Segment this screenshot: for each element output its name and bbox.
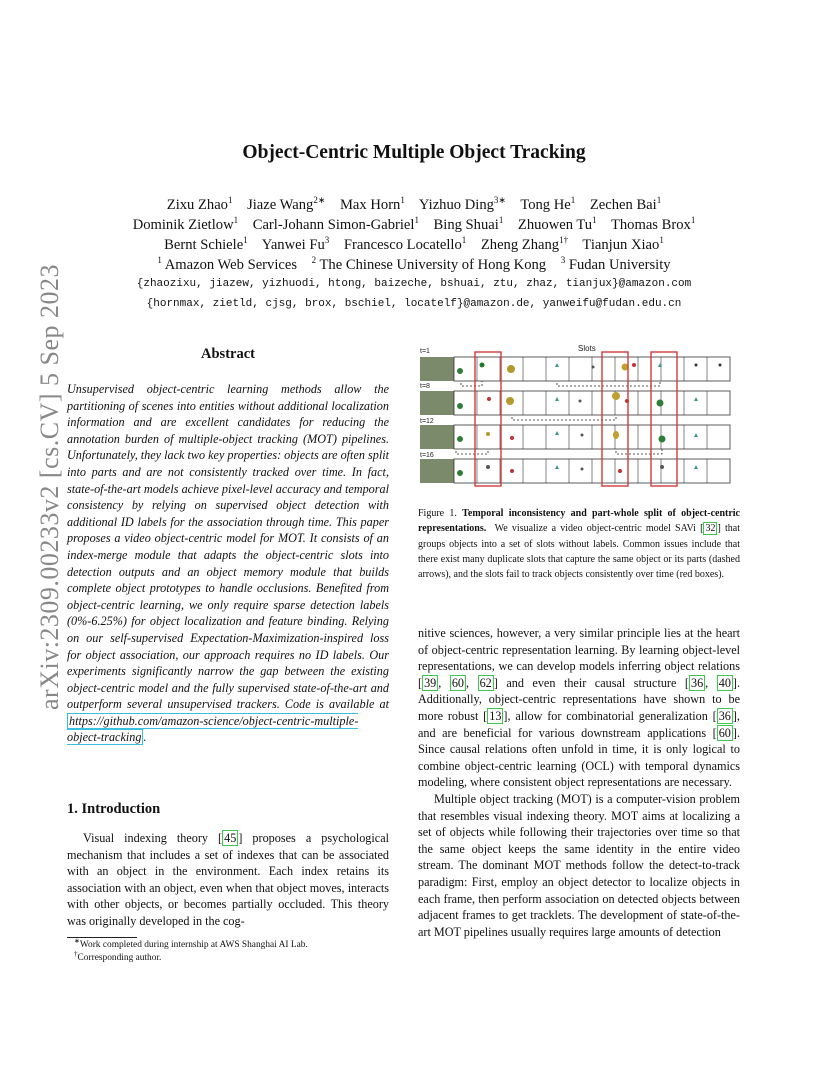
author: Zheng Zhang$^{1\dagger}$ [480,235,569,253]
paragraph: Visual indexing theory [ 45 ] proposes a psychological mechanism that includes a set of indexes that can be associated with an object in the environment. Each index retains its association with an object, even when that object moves, interacts with other objects, or becomes partially occluded. This theory was originally developed in the cog- [67,831,389,928]
row-label: t=8 [420,383,430,390]
author-line-1 [60,195,768,215]
author: Bing Shuai$^1$ [433,215,504,233]
citation-link[interactable]: 62 [479,675,492,690]
arxiv-sidebar-stamp: arXiv:2309.00233v2 [cs.CV] 5 Sep 2023 [35,263,64,710]
row-t12 [420,425,730,449]
author: Jiaze Wang$^{2∗}$ [247,195,326,213]
citation-link[interactable]: 32 [705,523,716,535]
author: Tong He$^1$ [520,195,576,213]
author-block [60,195,768,275]
paper-title: Object-Centric Multiple Object Tracking [242,142,586,163]
affiliation: $^1$ Amazon Web Services [157,255,298,273]
author: Zhuowen Tu$^1$ [517,215,597,233]
section-heading-introduction: 1. Introduction [67,801,161,817]
email-line: {zhaozixu, jiazew, yizhuodi, htong, baizeche, bshuai, ztu, zhaz, tianjux}@amazon.com [136,278,692,290]
row-label: t=12 [420,418,434,425]
abstract-heading: Abstract [201,346,255,362]
author: Thomas Brox$^1$ [610,215,696,233]
author: Max Horn$^1$ [339,195,405,213]
citation-link[interactable]: 39 [424,675,437,690]
code-link[interactable]: https://github.com/amazon-science/object-centric-multiple-object-tracking [67,713,359,745]
row-label: t=1 [420,348,430,355]
footnote: ∗Work completed during internship at AWS Shanghai AI Lab. [74,937,308,950]
figure-1-caption: Figure 1. Temporal inconsistency and part-whole split of object-centric representations. We visualize a video object-centric model SAVi [ 32 ] that groups objects into a set of slots without labels. Common issues include that there exist many duplicate slots that capture the same object or its parts (dashed arrows), and the slots fail to track objects consistently over time (red boxes). [418,508,740,581]
author: Zixu Zhao$^1$ [166,195,233,213]
figure-label: Figure 1. [418,508,457,519]
frame-thumbnail [420,357,454,381]
paragraph: Multiple object tracking (MOT) is a computer-vision problem that resembles visual indexing theory. MOT aims at localizing a set of objects while following their trajectories over time so that the same object keeps the same identity in the entire video stream. The dominant MOT methods follow the detect-to-track paradigm: First, employ an object detector to localize objects in each frame, then perform association on detected objects between adjacent frames to get tracklets. The development of state-of-the-art MOT pipelines usually requires large amounts of detection [418,791,740,939]
row-t1 [420,357,730,381]
footnotes [67,939,397,965]
author: Yizhuo Ding$^{3∗}$ [418,195,506,213]
abstract-text: Unsupervised object-centric learning methods allow the partitioning of scenes into entities without additional localization information and are excellent candidates for reducing the annotation burden of multiple-object tracking (MOT) pipelines. Unfortunately, they lack two key properties: objects are often split into parts and are not consistently tracked over time. In fact, state-of-the-art models achieve pixel-level accuracy and temporal consistency by relying on supervised object detection with additional ID labels for the association through time. This paper proposes a video object-centric model for MOT. It consists of an index-merge module that adapts the object-centric slots into detection outputs and an object memory module that builds complete object prototypes to handle occlusions. Benefited from object-centric learning, we only require sparse detection labels (0%-6.25%) for object localization and feature binding. Relying on our self-supervised Expectation-Maximization-inspired loss for object association, our approach requires no ID labels. Our experiments significantly narrow the gap between the existing object-centric model and the fully supervised state-of-the-art and outperform several unsupervised trackers. Code is available at [67,382,389,712]
email-block [60,274,768,314]
frame-thumbnail [420,391,454,415]
row-label: t=16 [420,452,434,459]
introduction-body [67,830,389,930]
frame-thumbnail [420,425,454,449]
caption-bold: Temporal inconsistency and part-whole split of object-centric representations. [418,508,740,535]
figure-1 [420,343,742,493]
footnote: †Corresponding author. [74,950,162,963]
author-line-3 [60,235,768,255]
email-line: {hornmax, zietld, cjsg, brox, bschiel, locatelf}@amazon.de, yanweifu@fudan.edu.cn [146,298,682,310]
author: Yanwei Fu$^3$ [261,235,330,253]
citation-link[interactable]: 40 [718,675,731,690]
citation-link[interactable]: 13 [489,708,502,723]
affiliations-line [60,255,768,275]
affiliation: $^3$ Fudan University [560,255,671,273]
author: Zechen Bai$^1$ [589,195,662,213]
frame-thumbnail [420,459,454,483]
citation-link[interactable]: 45 [224,831,237,845]
author: Bernt Schiele$^1$ [164,235,248,253]
author-line-2 [60,215,768,235]
paragraph: nitive sciences, however, a very similar principle lies at the heart of object-centric representation learning. By learning object-level representations, we can develop models inferring object relations [ 39 , 60 , 62 ] and even their causal structure [ 36 , 40 ]. Additionally, object-centric representations have shown to be more robust [ 13 ], allow for combinatorial generalization [ 36 ], and are beneficial for various downstream applications [ 60 ]. Since causal relations often unfold in time, it is only logical to combine object-centric learning (OCL) with temporal dynamics modeling, where consistent object representations are necessary. [418,626,741,790]
author: Carl-Johann Simon-Gabriel$^1$ [252,215,419,233]
figure-1-image [420,343,742,493]
citation-link[interactable]: 36 [718,708,731,723]
author: Dominik Zietlow$^1$ [132,215,239,233]
right-column-body [418,625,740,940]
row-t8 [420,391,730,415]
author: Tianjun Xiao$^1$ [582,235,664,253]
citation-link[interactable]: 36 [690,675,704,690]
row-t16 [420,459,730,483]
author: Francesco Locatello$^1$ [343,235,467,253]
citation-link[interactable]: 60 [718,725,731,740]
affiliation: $^2$ The Chinese University of Hong Kong [311,255,547,273]
abstract-body: Unsupervised object-centric learning methods allow the partitioning of scenes into entities without additional localization information and are excellent candidates for reducing the annotation burden of multiple-object tracking (MOT) pipelines. Unfortunately, they lack two key properties: objects are often split into parts and are not consistently tracked over time. In fact, state-of-the-art models achieve pixel-level accuracy and temporal consistency by relying on supervised object detection with additional ID labels for the association through time. This paper proposes a video object-centric model for MOT. It consists of an index-merge module that adapts the object-centric slots into detection outputs and an object memory module that builds complete object prototypes to handle occlusions. Benefited from object-centric learning, we only require sparse detection labels (0%-6.25%) for object localization and feature binding. Relying on our self-supervised Expectation-Maximization-inspired loss for object association, our approach requires no ID labels. Our experiments significantly narrow the gap between the existing object-centric model and the fully supervised state-of-the-art and outperform several unsupervised trackers. Code is available at https://github.com/amazon-science/object-centric-multiple-object-tracking . [67,382,389,745]
slots-label: Slots [578,344,596,353]
citation-link[interactable]: 60 [451,675,464,690]
